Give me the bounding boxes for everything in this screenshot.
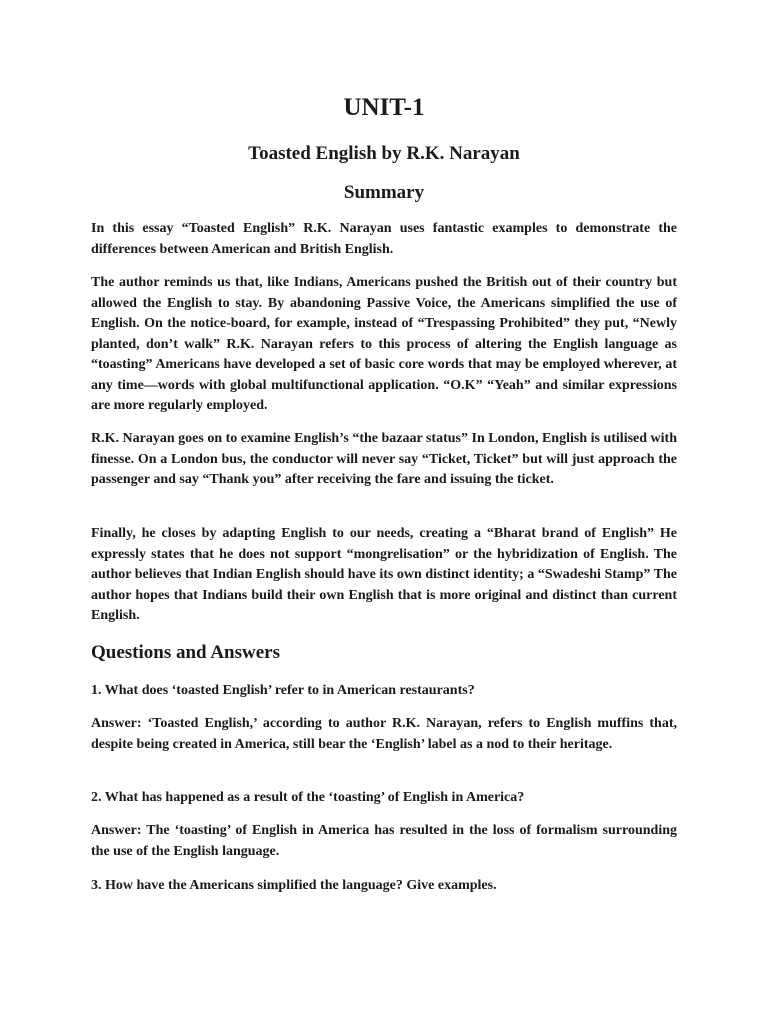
summary-paragraph: Finally, he closes by adapting English to our needs, creating a “Bharat brand of English” He expressly states that he does not support “mongrelisation” or the hybridization of English. The author believes that Indian English should have its own distinct identity; a “Swadeshi Stamp” The author hopes that Indians build their own English that is more original and distinct than current English. [91,526,677,623]
summary-paragraph: In this essay “Toasted English” R.K. Narayan uses fantastic examples to demonstrate the differences between American and British English. [91,221,677,257]
document-title: Toasted English by R.K. Narayan [248,143,520,164]
qa-heading: Questions and Answers [91,642,280,663]
summary-paragraph: The author reminds us that, like Indians, Americans pushed the British out of their country but allowed the English to stay. By abandoning Passive Voice, the Americans simplified the use of English. On the notice-board, for example, instead of “Trespassing Prohibited” they put, “Newly planted, don’t walk” R.K. Narayan refers to this process of altering the English language as “toasting” Americans have developed a set of basic core words that may be employed wherever, at any time—words with global multifunctional application. “O.K” “Yeah” and similar expressions are more regularly employed. [91,275,677,413]
question: 2. What has happened as a result of the ‘toasting’ of English in America? [91,790,525,805]
summary-heading: Summary [343,182,425,203]
unit-title: UNIT-1 [343,94,425,121]
answer: Answer: The ‘toasting’ of English in America has resulted in the loss of formalism surrounding the use of the English language. [91,823,677,859]
answer: Answer: ‘Toasted English,’ according to author R.K. Narayan, refers to English muffins that, despite being created in America, still bear the ‘English’ label as a nod to their heritage. [91,716,677,752]
question: 3. How have the Americans simplified the language? Give examples. [91,878,497,893]
question: 1. What does ‘toasted English’ refer to in American restaurants? [91,683,475,698]
summary-paragraph: R.K. Narayan goes on to examine English’s “the bazaar status” In London, English is utilised with finesse. On a London bus, the conductor will never say “Ticket, Ticket” but will just approach the passenger and say “Thank you” after receiving the fare and issuing the ticket. [91,431,677,487]
